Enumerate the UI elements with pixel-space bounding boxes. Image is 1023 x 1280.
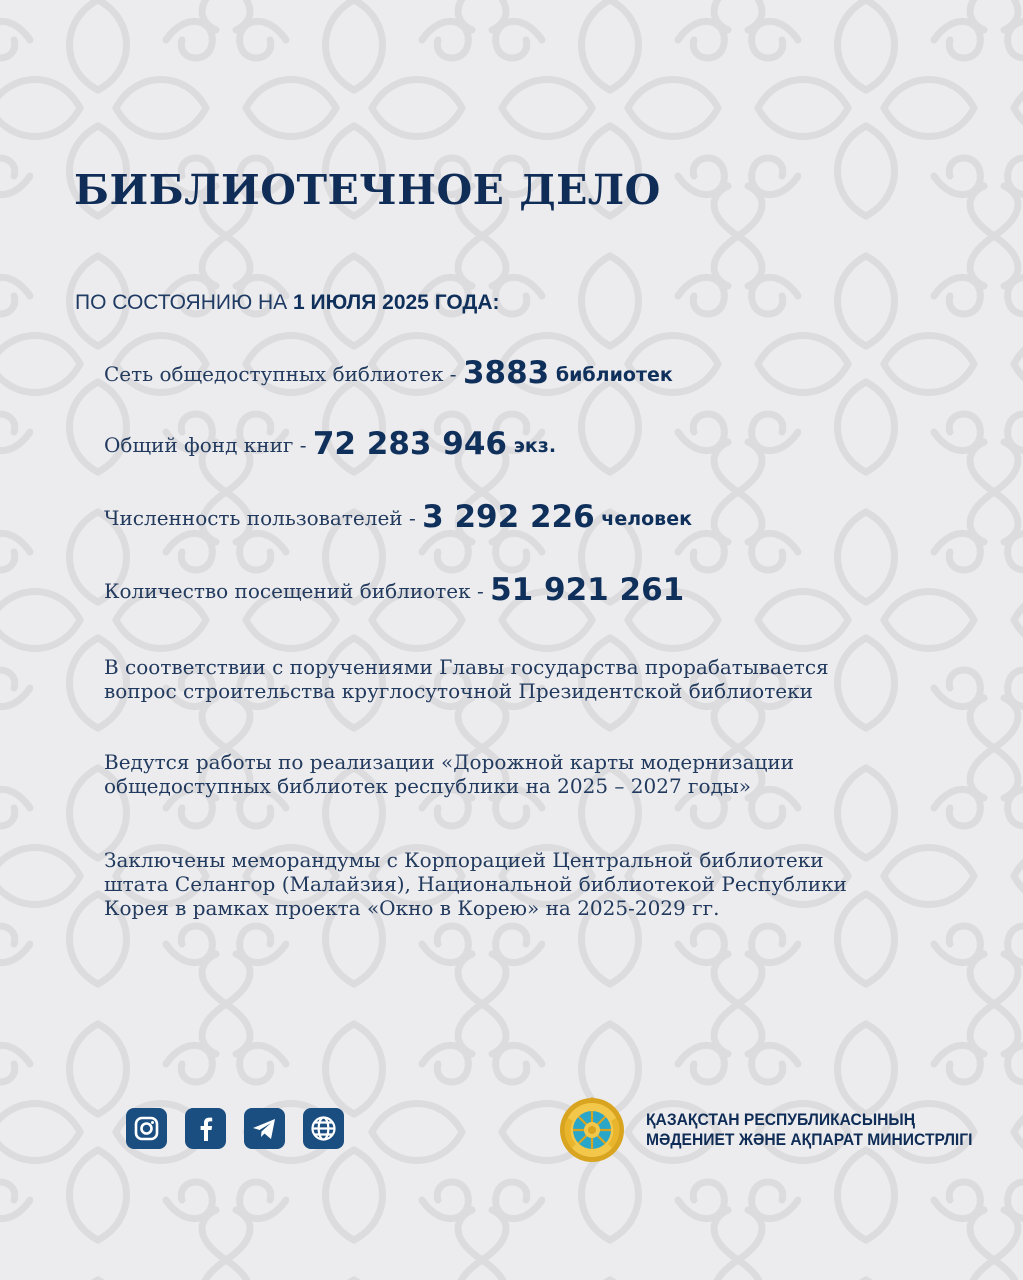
ministry-line-1: ҚАЗАҚСТАН РЕСПУБЛИКАСЫНЫҢ	[646, 1110, 916, 1129]
state-emblem-icon	[558, 1096, 626, 1164]
paragraph-line: Ведутся работы по реализации «Дорожной карты модернизации	[104, 750, 795, 774]
subtitle-prefix: ПО СОСТОЯНИЮ НА	[75, 291, 294, 314]
stat-libraries	[104, 355, 673, 391]
stat-label: Общий фонд книг -	[104, 433, 313, 457]
paragraph-line: Корея в рамках проекта «Окно в Корею» на 2025-2029 гг.	[104, 896, 720, 920]
stat-label: Сеть общедоступных библиотек -	[104, 362, 463, 386]
stat-label: Количество посещений библиотек -	[104, 579, 491, 603]
stat-book-fund	[104, 426, 556, 462]
stat-value: 3 292 226	[422, 499, 595, 535]
date-subtitle	[75, 291, 500, 315]
paragraph-line: В соответствии с поручениями Главы государства прорабатывается	[104, 655, 829, 679]
paragraph-line: Заключены меморандумы с Корпорацией Центральной библиотеки	[104, 848, 824, 872]
instagram-icon[interactable]	[126, 1108, 167, 1149]
paragraph-line: штата Селангор (Малайзия), Национальной библиотекой Республики	[104, 872, 847, 896]
stat-visits	[104, 572, 684, 608]
stat-users	[104, 499, 692, 535]
facebook-icon[interactable]	[185, 1108, 226, 1149]
paragraph-line: вопрос строительства круглосуточной Президентской библиотеки	[104, 679, 813, 703]
globe-icon[interactable]	[303, 1108, 344, 1149]
stat-unit: человек	[594, 508, 692, 530]
ministry-name	[646, 1110, 972, 1150]
ministry-line-2: МӘДЕНИЕТ ЖӘНЕ АҚПАРАТ МИНИСТРЛІГІ	[646, 1130, 973, 1149]
paragraph-line: общедоступных библиотек республики на 2025 – 2027 годы»	[104, 774, 752, 798]
stat-unit: экз.	[507, 435, 557, 457]
paragraph-roadmap	[104, 750, 974, 798]
stat-value: 3883	[462, 355, 550, 391]
paragraph-presidential-library	[104, 655, 974, 703]
stat-value: 51 921 261	[490, 572, 685, 608]
stat-value: 72 283 946	[312, 426, 508, 462]
page-title: БИБЛИОТЕЧНОЕ ДЕЛО	[74, 166, 661, 214]
stat-unit: библиотек	[549, 364, 673, 386]
telegram-icon[interactable]	[244, 1108, 285, 1149]
stat-label: Численность пользователей -	[104, 506, 423, 530]
subtitle-date: 1 ИЮЛЯ 2025 ГОДА:	[293, 291, 500, 314]
paragraph-memorandums	[104, 848, 974, 920]
